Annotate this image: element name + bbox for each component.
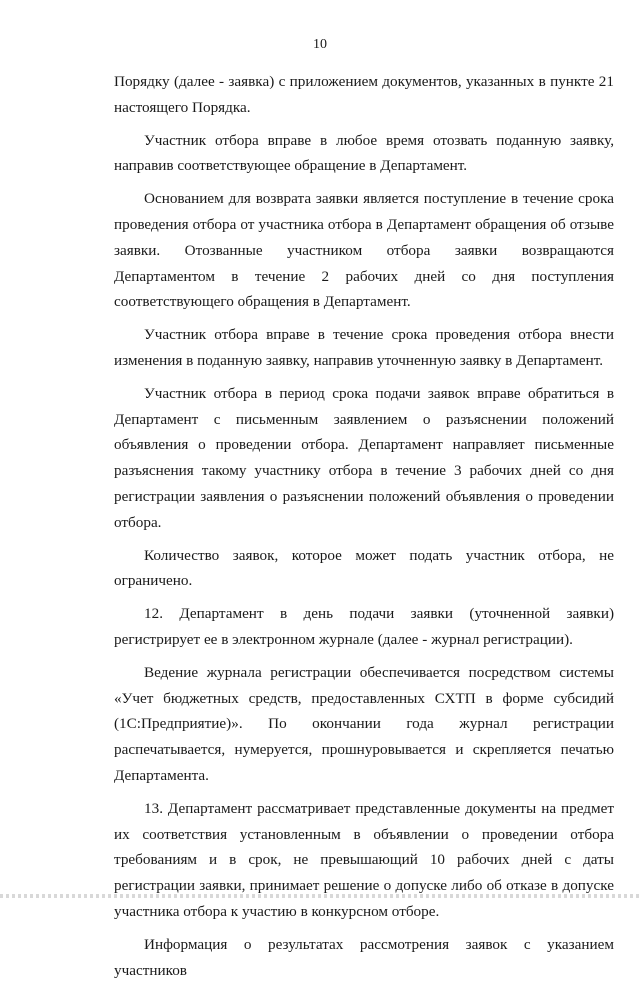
paragraph-application-count: Количество заявок, которое может подать участник отбора, не ограничено. [114,546,614,590]
paragraph-item-12-registration: 12. Департамент в день подачи заявки (уточненной заявки) регистрирует ее в электронном журнале (далее - журнал регистрации). [114,605,614,648]
paragraph-continuation: Порядку (далее - заявка) с приложением документов, указанных в пункте 21 настоящего Порядка. [114,73,614,116]
scan-bottom-edge [0,894,640,898]
paragraph-withdraw-application: Участник отбора вправе в любое время отозвать поданную заявку, направив соответствующее обращение в Департамент. [114,131,614,175]
paragraph-return-grounds: Основанием для возврата заявки является поступление в течение срока проведения отбора от участника отбора в Департамент обращения об отзыве заявки. Отозванные участником отбора заявки возвращаются Департаментом в течение 2 рабочих дней со дня поступления соответствующего обращения в Департамент. [114,190,614,311]
page-number: 10 [313,37,327,52]
paragraph-amend-application: Участник отбора вправе в течение срока проведения отбора внести изменения в поданную заявку, направив уточненную заявку в Департамент. [114,326,614,369]
document-body [114,69,614,990]
paragraph-item-13-review: 13. Департамент рассматривает представленные документы на предмет их соответствия установленным в объявлении о проведении отбора требованиям и в срок, не превышающий 10 рабочих дней с даты регистрации заявки, принимает решение о допуске либо об отказе в допуске участника отбора к участию в конкурсном отборе. [114,799,614,920]
paragraph-review-results: Информация о результатах рассмотрения заявок с указанием участников [114,935,614,979]
paragraph-registration-journal: Ведение журнала регистрации обеспечивается посредством системы «Учет бюджетных средств, предоставленных СХТП в форме субсидий (1С:Предприятие)». По окончании года журнал регистрации распечатывается, нумеруется, прошнуровывается и скрепляется печатью Департамента. [114,663,614,784]
paragraph-clarification-request: Участник отбора в период срока подачи заявок вправе обратиться в Департамент с письменным заявлением о разъяснении положений объявления о проведении отбора. Департамент направляет письменные разъяснения такому участнику отбора в течение 3 рабочих дней со дня регистрации заявления о разъяснении положений объявления о проведении отбора. [114,384,614,531]
